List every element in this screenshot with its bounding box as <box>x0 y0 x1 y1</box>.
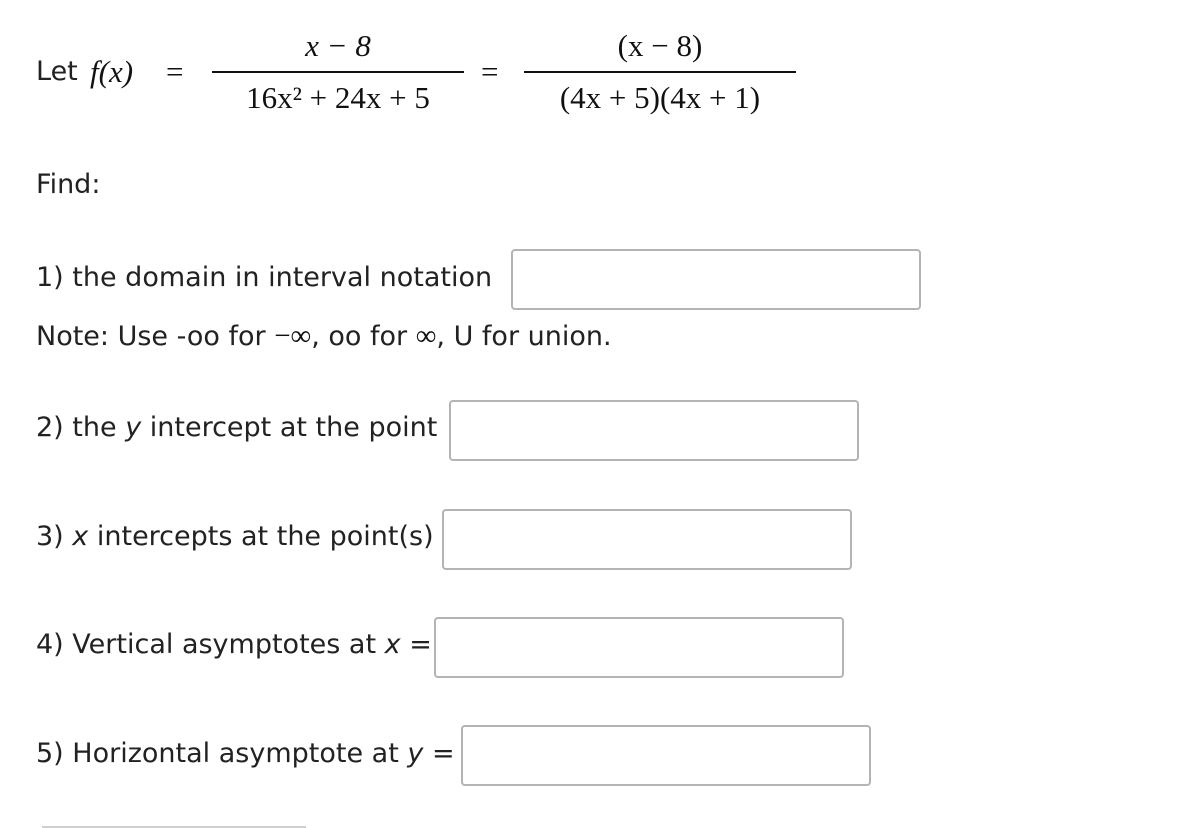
q1-note <box>36 318 612 354</box>
equals-sign-1: = <box>166 54 184 89</box>
x-intercepts-answer-input[interactable] <box>442 509 852 570</box>
function-argument: (x) <box>98 54 134 89</box>
fraction2-denominator: (4x + 5)(4x + 1) <box>559 80 761 115</box>
fraction1-numerator: x − 8 <box>305 28 371 63</box>
q5-label <box>36 738 455 770</box>
let-label: Let <box>36 56 78 87</box>
q2-label-a: 2) the <box>36 412 126 443</box>
q4-label-b: = <box>400 629 432 660</box>
note-infinity: ∞ <box>415 320 437 352</box>
note-prefix: Note: Use -oo for <box>36 321 275 352</box>
q2-label <box>36 412 437 444</box>
q2-variable: y <box>125 412 142 443</box>
q5-label-b: = <box>423 738 455 769</box>
q3-label-b: intercepts at the point(s) <box>88 521 434 552</box>
fraction2-bar <box>524 71 796 73</box>
q1-label: 1) the domain in interval notation <box>36 262 493 293</box>
q3-label <box>36 521 434 553</box>
function-symbol: f <box>90 54 99 89</box>
vertical-asymptotes-answer-input[interactable] <box>434 617 844 678</box>
q3-variable: x <box>72 521 89 552</box>
fraction1-bar <box>212 71 464 73</box>
q5-variable: y <box>407 738 424 769</box>
q4-label <box>36 629 432 661</box>
note-neg-infinity: −∞ <box>274 320 312 352</box>
y-intercept-answer-input[interactable] <box>449 400 859 461</box>
fraction1-denominator: 16x² + 24x + 5 <box>246 80 430 115</box>
note-suffix: , U for union. <box>436 321 612 352</box>
equals-sign-2: = <box>481 54 499 89</box>
find-label: Find: <box>36 169 101 200</box>
domain-answer-input[interactable] <box>511 249 921 310</box>
fraction2-numerator: (x − 8) <box>617 28 703 63</box>
q3-label-a: 3) <box>36 521 73 552</box>
q4-variable: x <box>384 629 401 660</box>
function-name <box>90 54 133 90</box>
horizontal-asymptote-answer-input[interactable] <box>461 725 871 786</box>
q5-label-a: 5) Horizontal asymptote at <box>36 738 408 769</box>
q4-label-a: 4) Vertical asymptotes at <box>36 629 385 660</box>
note-mid: , oo for <box>311 321 416 352</box>
q2-label-b: intercept at the point <box>141 412 438 443</box>
